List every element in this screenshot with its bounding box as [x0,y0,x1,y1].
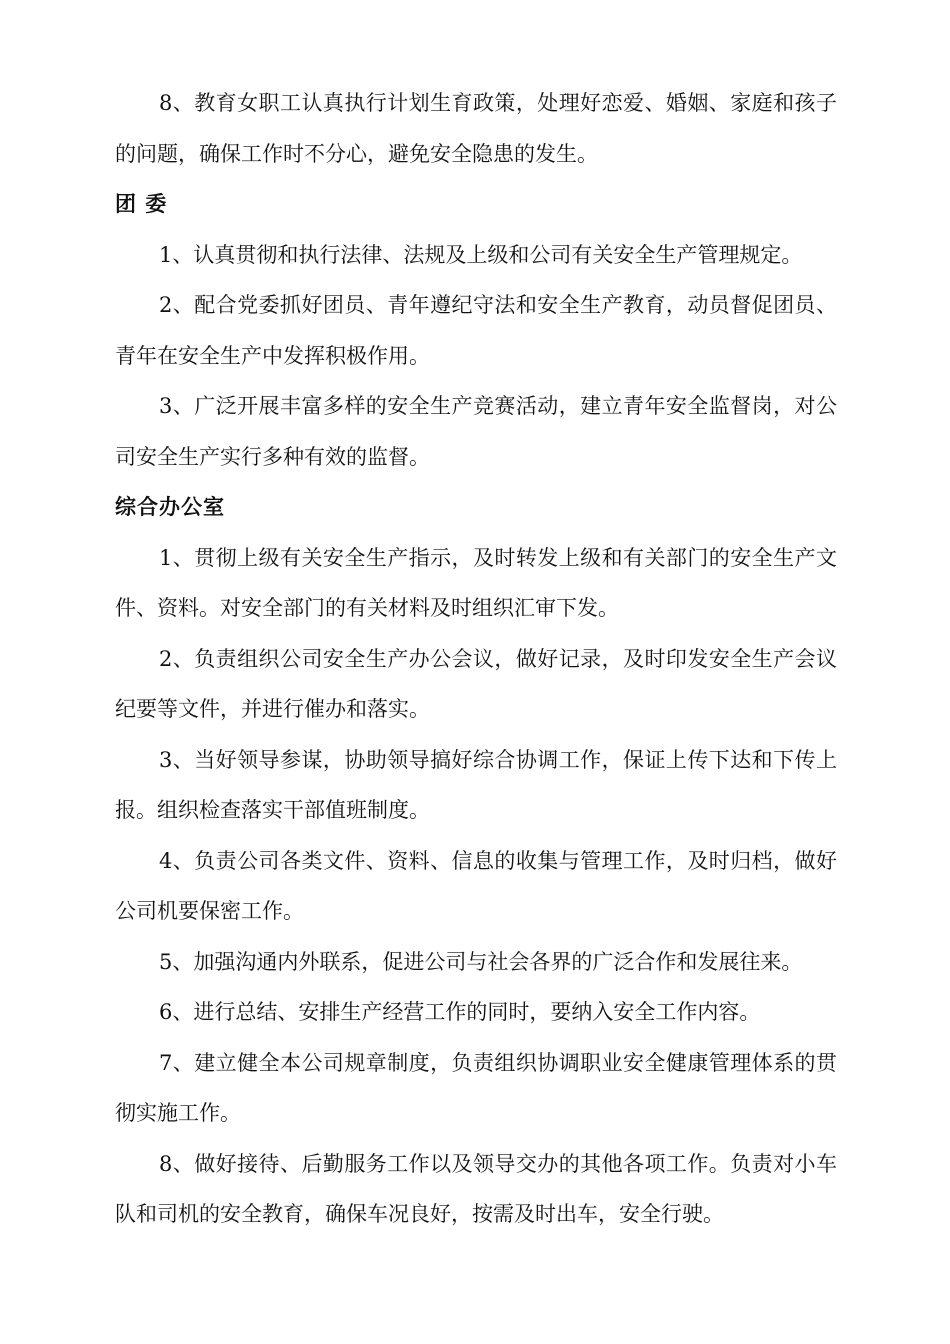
heading-youth-league: 团 委 [115,192,168,216]
paragraph-office-1: 1、贯彻上级有关安全生产指示，及时转发上级和有关部门的安全生产文件、资料。对安全部门的有关材料及时组织汇审下发。 [115,545,837,620]
paragraph-office-7: 7、建立健全本公司规章制度，负责组织协调职业安全健康管理体系的贯彻实施工作。 [115,1050,837,1125]
paragraph-office-3: 3、当好领导参谋，协助领导搞好综合协调工作，保证上传下达和下传上报。组织检查落实干部值班制度。 [115,747,837,822]
paragraph-office-5: 5、加强沟通内外联系，促进公司与社会各界的广泛合作和发展往来。 [159,949,803,974]
paragraph-youth-1: 1、认真贯彻和执行法律、法规及上级和公司有关安全生产管理规定。 [159,242,803,267]
paragraph-office-4: 4、负责公司各类文件、资料、信息的收集与管理工作，及时归档，做好公司机要保密工作。 [115,848,837,923]
paragraph-office-2: 2、负责组织公司安全生产办公会议，做好记录，及时印发安全生产会议纪要等文件，并进行催办和落实。 [115,646,837,721]
paragraph-office-8: 8、做好接待、后勤服务工作以及领导交办的其他各项工作。负责对小车队和司机的安全教育，确保车况良好，按需及时出车，安全行驶。 [115,1151,837,1226]
paragraph-youth-3: 3、广泛开展丰富多样的安全生产竞赛活动，建立青年安全监督岗，对公司安全生产实行多种有效的监督。 [115,394,837,469]
heading-general-office: 综合办公室 [115,495,225,519]
paragraph-youth-2: 2、配合党委抓好团员、青年遵纪守法和安全生产教育，动员督促团员、青年在安全生产中发挥积极作用。 [115,293,837,368]
paragraph-office-6: 6、进行总结、安排生产经营工作的同时，要纳入安全工作内容。 [159,1000,761,1024]
paragraph-womens-8: 8、教育女职工认真执行计划生育政策，处理好恋爱、婚姻、家庭和孩子的问题，确保工作时不分心，避免安全隐患的发生。 [115,91,837,166]
document-page [115,78,837,1240]
